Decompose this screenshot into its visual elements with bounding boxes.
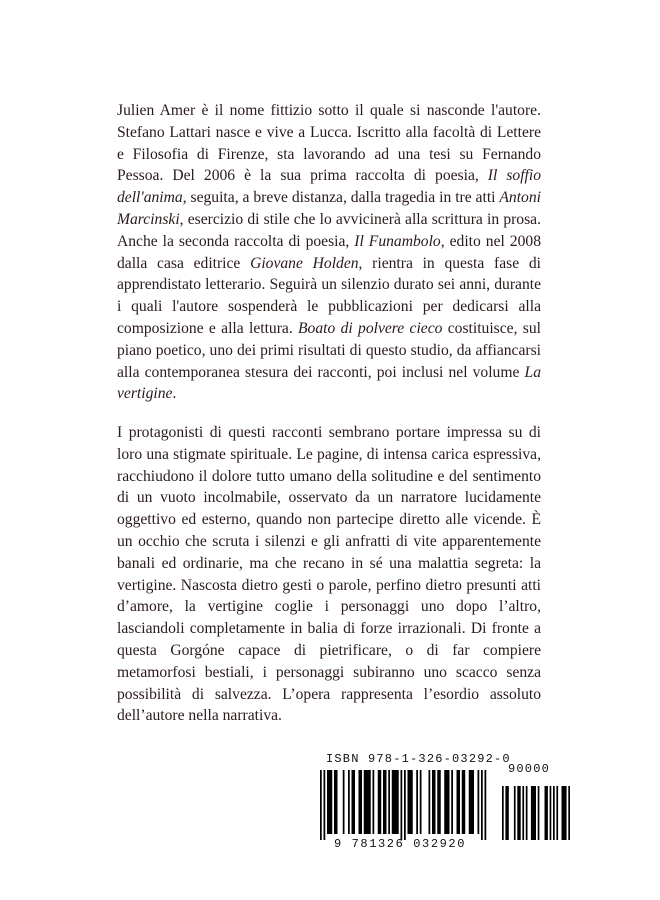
barcode-bar (373, 770, 375, 834)
text-run: , rientra in questa fase di apprendistato letterario. Seguirà un silenzio durato sei anni, durante i quali l'autore sospenderà le pubblicazioni per dedicarsi alla composizione e alla lettura. (117, 254, 541, 337)
barcode-bar (327, 770, 332, 834)
barcode-bar (444, 770, 449, 834)
italic-title: Giovane Holden (250, 254, 359, 272)
addon-bar (502, 786, 504, 840)
barcode-bar (478, 770, 480, 834)
barcode-bar (432, 770, 436, 834)
italic-title: Il soffio dell'anima (117, 167, 541, 207)
addon-bar (514, 786, 516, 840)
italic-title: Antoni Marcinski (117, 189, 541, 228)
barcode-bar (359, 770, 363, 834)
italic-title: La vertigine (117, 363, 541, 403)
barcode-guard-bar (404, 770, 406, 840)
price-addon-label: 90000 (508, 762, 551, 776)
barcode-bar (420, 770, 422, 834)
barcode-guard-bar (481, 770, 483, 840)
addon-bar (545, 786, 548, 840)
barcode-bar (416, 770, 418, 834)
isbn-label: ISBN 978-1-326-03292-0 (326, 752, 511, 766)
barcode-bar (348, 770, 350, 834)
book-synopsis-paragraph (117, 422, 541, 727)
barcode-bar (462, 770, 466, 834)
text-run: , esercizio di stile che lo avvicinerà alla scrittura in prosa. Anche la seconda raccolta di poesia, (117, 210, 541, 250)
barcode-guard-bar (324, 770, 326, 840)
italic-title: Il Funambolo (354, 232, 441, 250)
addon-bar (562, 786, 567, 840)
barcode-bar (437, 770, 441, 834)
barcode-bar (364, 770, 371, 834)
text-run: I protagonisti di questi racconti sembrano portare impressa su di loro una stigmate spirituale. Le pagine, di intensa carica espressiva, racchiudono il dolore tutto umano della solitudine e del sentimento di un vuoto incolmabile, osservato da un narratore lucidamente oggettivo ed esterno, quando non partecipe diretto alle vicende. È un occhio che scruta i silenzi e gli anfratti di vite apparentemente banali ed ordinarie, ma che recano in sé una malattia segreta: la vertigine. Nascosta dietro gesti o parole, perfino dietro presunti atti d’amore, la vertigine coglie i personaggi uno dopo l’altro, lasciandoli completamente in balia di forze irrazionali. Di fronte a questa Gorgóne capace di pietrificare, o di far compiere metamorfosi bestiali, i personaggi subiranno uno scacco senza possibilità di salvezza. L’opera rappresenta l’esordio assoluto dell’autore nella narrativa. (117, 424, 541, 725)
addon-bar (568, 786, 570, 840)
ean-digits-label: 9 781326 032920 (334, 837, 467, 851)
author-bio-paragraph (117, 100, 541, 405)
barcode-bar (378, 770, 382, 834)
addon-bar (538, 786, 540, 840)
addon-bar (550, 786, 552, 840)
barcode-bar (334, 770, 338, 834)
text-run: costituisce, sul piano poetico, uno dei primi risultati di questo studio, da affiancarsi alla contemporanea stesura dei racconti, poi inclusi nel volume (117, 319, 541, 381)
barcode-bars (312, 770, 572, 842)
barcode-guard-bar (485, 770, 487, 840)
barcode-bar (383, 770, 387, 834)
addon-bar (505, 786, 508, 840)
addon-bar (553, 786, 555, 840)
italic-title: Boato di polvere cieco (298, 319, 443, 337)
barcode-bar (429, 770, 431, 834)
addon-bar (522, 786, 524, 840)
isbn-barcode (312, 752, 572, 862)
text-run: , edito nel 2008 dalla casa editrice (117, 232, 541, 272)
addon-bar (517, 786, 520, 840)
barcode-guard-bar (320, 770, 322, 840)
barcode-bar (343, 770, 345, 834)
addon-bar (531, 786, 536, 840)
barcode-bar (408, 770, 413, 834)
addon-bar (556, 786, 558, 840)
text-run: Julien Amer è il nome fittizio sotto il quale si nasconde l'autore. Stefano Lattari nasce e vive a Lucca. Iscritto alla facoltà di Lettere e Filosofia di Firenze, sta lavorando ad una tesi su Fernando Pessoa. Del 2006 è la sua prima raccolta di poesia, (117, 102, 541, 185)
addon-bar (526, 786, 528, 840)
barcode-bar (457, 770, 461, 834)
text-run: , seguita, a breve distanza, dalla tragedia in tre atti (182, 189, 500, 207)
barcode-bar (469, 770, 474, 834)
barcode-bar (392, 770, 399, 834)
barcode-guard-bar (401, 770, 403, 840)
barcode-bar (352, 770, 356, 834)
text-run: . (172, 385, 177, 403)
barcode-bar (388, 770, 390, 834)
barcode-bar (451, 770, 453, 834)
